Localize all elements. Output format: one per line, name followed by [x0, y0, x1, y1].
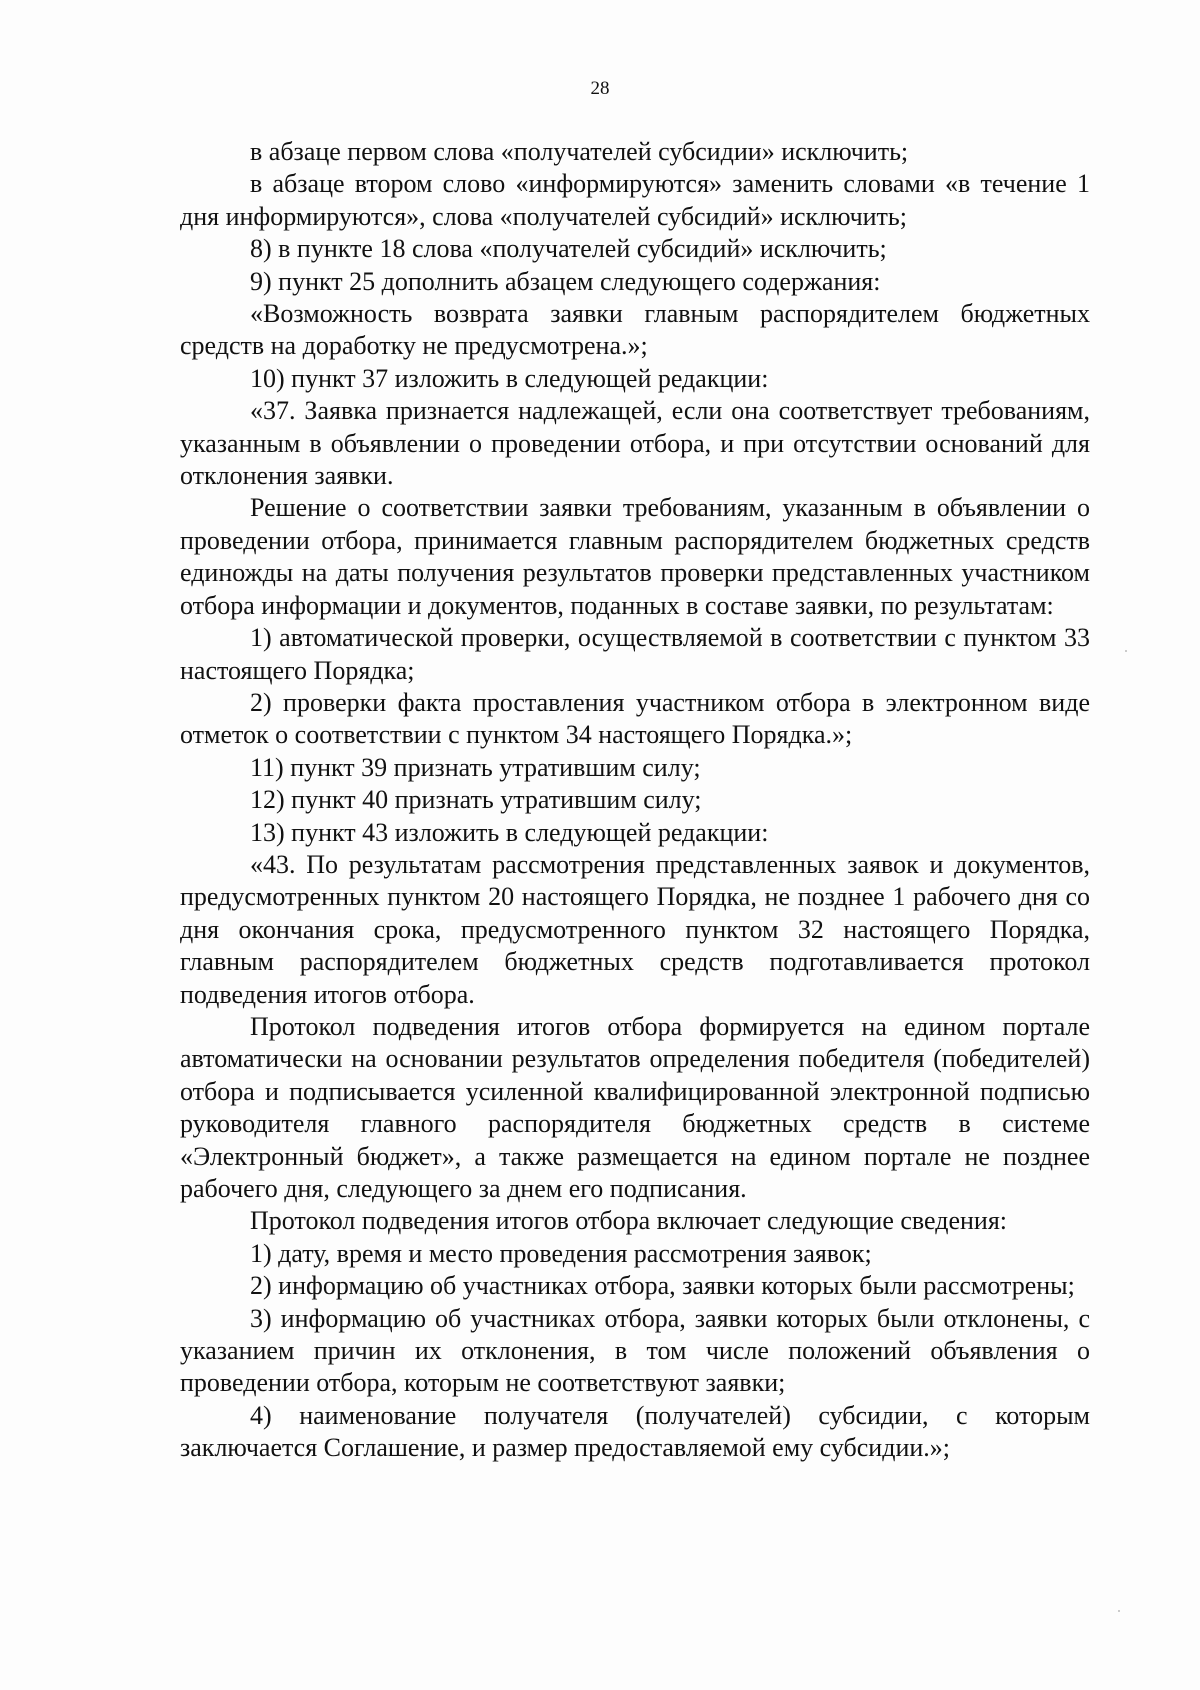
paragraph: «37. Заявка признается надлежащей, если она соответствует требованиям, указанным в объявлении о проведении отбора, и при отсутствии оснований для отклонения заявки. [180, 396, 1090, 491]
paragraph: в абзаце втором слово «информируются» заменить словами «в течение 1 дня информируются», слова «получателей субсидий» исключить; [180, 169, 1090, 231]
paragraph: 1) автоматической проверки, осуществляемой в соответствии с пунктом 33 настоящего Порядка; [180, 623, 1090, 685]
scan-speck [1125, 650, 1127, 652]
paragraph: 9) пункт 25 дополнить абзацем следующего содержания: [250, 266, 881, 296]
paragraph: 10) пункт 37 изложить в следующей редакции: [250, 363, 769, 393]
paragraph: Протокол подведения итогов отбора включает следующие сведения: [250, 1206, 1007, 1236]
paragraph: 2) проверки факта проставления участником отбора в электронном виде отметок о соответствии с пунктом 34 настоящего Порядка.»; [180, 687, 1090, 750]
scan-speck [1118, 1610, 1120, 1612]
paragraph: в абзаце первом слова «получателей субсидии» исключить; [250, 137, 909, 166]
paragraph: Протокол подведения итогов отбора формируется на едином портале автоматически на основании результатов определения победителя (победителей) отбора и подписывается усиленной квалифицированной электронной подписью руководителя главного распорядителя бюджетных средств в системе «Электронный бюджет», а также размещается на едином портале не позднее рабочего дня, следующего за днем его подписания. [180, 1011, 1090, 1203]
paragraph: 3) информацию об участниках отбора, заявки которых были отклонены, с указанием причин их отклонения, в том числе положений объявления о проведении отбора, которым не соответствуют заявки; [180, 1303, 1090, 1398]
paragraph: 4) наименование получателя (получателей) субсидии, с которым заключается Соглашение, и размер предоставляемой ему субсидии.»; [180, 1400, 1090, 1463]
page-number: 28 [590, 78, 610, 99]
paragraph: 8) в пункте 18 слова «получателей субсидий» исключить; [250, 234, 887, 264]
paragraph: 12) пункт 40 признать утратившим силу; [250, 785, 702, 815]
paragraph: 11) пункт 39 признать утратившим силу; [250, 752, 701, 782]
paragraph: 13) пункт 43 изложить в следующей редакции: [250, 817, 769, 847]
paragraph: Решение о соответствии заявки требованиям, указанным в объявлении о проведении отбора, принимается главным распорядителем бюджетных средств единожды на даты получения результатов проверки представленных участником отбора информации и документов, поданных в составе заявки, по результатам: [180, 493, 1090, 620]
document-body [180, 136, 1090, 1465]
paragraph: 1) дату, время и место проведения рассмотрения заявок; [250, 1238, 872, 1268]
paragraph: «43. По результатам рассмотрения представленных заявок и документов, предусмотренных пунктом 20 настоящего Порядка, не позднее 1 рабочего дня со дня окончания срока, предусмотренного пунктом 32 настоящего Порядка, главным распорядителем бюджетных средств подготавливается протокол подведения итогов отбора. [180, 849, 1090, 1009]
paragraph: 2) информацию об участниках отбора, заявки которых были рассмотрены; [250, 1271, 1075, 1301]
paragraph: «Возможность возврата заявки главным распорядителем бюджетных средств на доработку не предусмотрена.»; [180, 299, 1090, 361]
